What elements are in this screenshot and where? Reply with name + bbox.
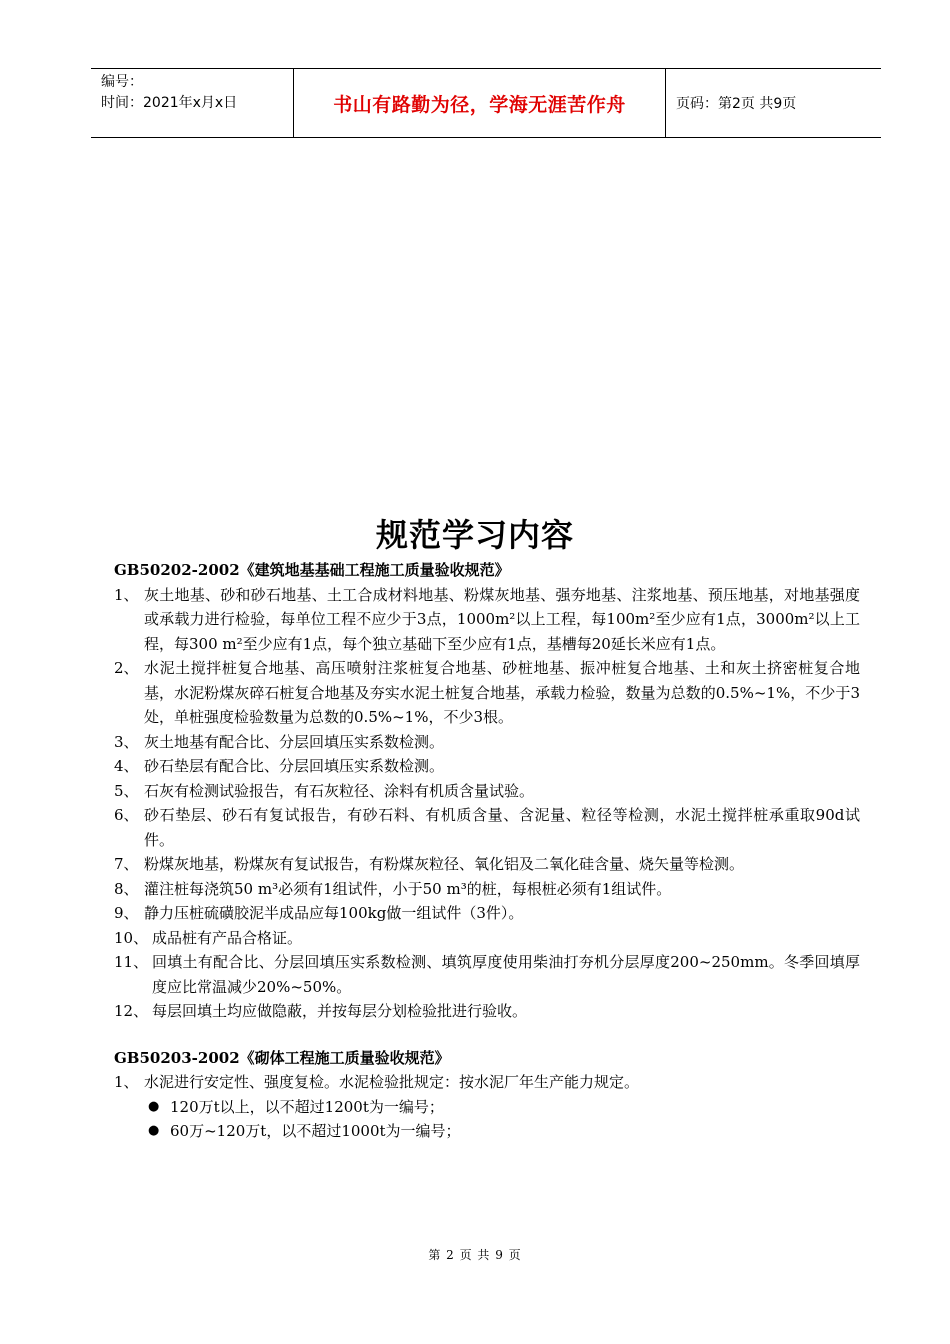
number-label: 编号： [101, 74, 143, 90]
page-label: 页码：第2页 共9页 [676, 96, 797, 112]
item-text: 灰土地基、砂和砂石地基、土工合成材料地基、粉煤灰地基、强夯地基、注浆地基、预压地基，对地基强度或承载力进行检验，每单位工程不应少于3点，1000m²以上工程，每100m²至少应有1点，3000m²以上工程，每300 m²至少应有1点，每个独立基础下至少应有1点，基槽每20延长米应有1点。 [144, 585, 860, 653]
section-list [114, 583, 860, 1024]
time-label: 时间：2021年x月x日 [101, 95, 238, 111]
list-item [114, 656, 860, 730]
bullet-list [114, 1095, 860, 1144]
header-meta [91, 69, 293, 137]
item-text: 静力压桩硫磺胶泥半成品应每100kg做一组试件（3件）。 [144, 904, 524, 922]
item-text: 水泥土搅拌桩复合地基、高压喷射注浆桩复合地基、砂桩地基、振冲桩复合地基、土和灰土挤密桩复合地基，水泥粉煤灰碎石桩复合地基及夯实水泥土桩复合地基，承载力检验，数量为总数的0.5%~1%，不少于3处，单桩强度检验数量为总数的0.5%~1%，不少3根。 [144, 659, 860, 726]
list-item [114, 999, 860, 1024]
list-item [114, 1070, 860, 1095]
item-number: 7、 [114, 855, 139, 873]
list-item [114, 926, 860, 951]
bullet-dot-icon: ● [148, 1123, 160, 1138]
item-number: 8、 [114, 879, 139, 898]
item-number: 3、 [114, 732, 139, 751]
list-item [114, 852, 860, 877]
item-text: 粉煤灰地基，粉煤灰有复试报告，有粉煤灰粒径、氧化铝及二氧化硅含量、烧矢量等检测。 [144, 855, 745, 873]
header-page-cell [666, 69, 881, 137]
list-item [114, 877, 860, 902]
list-item [114, 950, 860, 999]
document-title: 规范学习内容 [375, 516, 574, 554]
motto: 书山有路勤为径，学海无涯苦作舟 [333, 93, 626, 116]
item-text: 每层回填土均应做隐蔽，并按每层分划检验批进行验收。 [152, 1002, 528, 1020]
list-item [114, 583, 860, 657]
section-heading: GB50202-2002《建筑地基基础工程施工质量验收规范》 [114, 561, 510, 579]
item-text: 石灰有检测试验报告，有石灰粒径、涂料有机质含量试验。 [144, 781, 535, 800]
bullet-text: 60万~120万t，以不超过1000t为一编号； [170, 1122, 461, 1140]
document-body [114, 558, 860, 1144]
section-list [114, 1070, 860, 1095]
list-item [114, 779, 860, 804]
bullet-item [114, 1119, 860, 1144]
bullet-text: 120万t以上，以不超过1200t为一编号； [170, 1097, 444, 1116]
page-header [91, 68, 881, 138]
item-number: 4、 [114, 757, 139, 775]
bullet-item [114, 1095, 860, 1120]
item-number: 1、 [114, 585, 139, 604]
item-number: 11、 [114, 953, 149, 971]
item-number: 6、 [114, 806, 139, 824]
item-text: 水泥进行安定性、强度复检。水泥检验批规定：按水泥厂年生产能力规定。 [144, 1073, 640, 1091]
item-number: 2、 [114, 659, 139, 677]
list-item [114, 803, 860, 852]
list-item [114, 754, 860, 779]
list-item [114, 730, 860, 755]
bullet-dot-icon: ● [148, 1098, 160, 1114]
item-text: 砂石垫层、砂石有复试报告，有砂石料、有机质含量、含泥量、粒径等检测，水泥土搅拌桩承重取90d试件。 [144, 806, 860, 849]
item-number: 5、 [114, 781, 139, 800]
item-text: 灰土地基有配合比、分层回填压实系数检测。 [144, 732, 445, 751]
item-text: 回填土有配合比、分层回填压实系数检测、填筑厚度使用柴油打夯机分层厚度200~250mm。冬季回填厚度应比常温减少20%~50%。 [152, 953, 860, 996]
item-number: 1、 [114, 1073, 139, 1091]
section-heading: GB50203-2002《砌体工程施工质量验收规范》 [114, 1048, 450, 1067]
item-number: 9、 [114, 904, 139, 922]
page-footer: 第 2 页 共 9 页 [428, 1248, 522, 1262]
header-motto-cell [293, 69, 666, 137]
item-number: 12、 [114, 1002, 149, 1020]
item-text: 砂石垫层有配合比、分层回填压实系数检测。 [144, 757, 445, 775]
item-number: 10、 [114, 928, 149, 947]
item-text: 灌注桩每浇筑50 m³必须有1组试件，小于50 m³的桩，每根桩必须有1组试件。 [144, 879, 672, 898]
item-text: 成品桩有产品合格证。 [152, 928, 303, 947]
list-item [114, 901, 860, 926]
